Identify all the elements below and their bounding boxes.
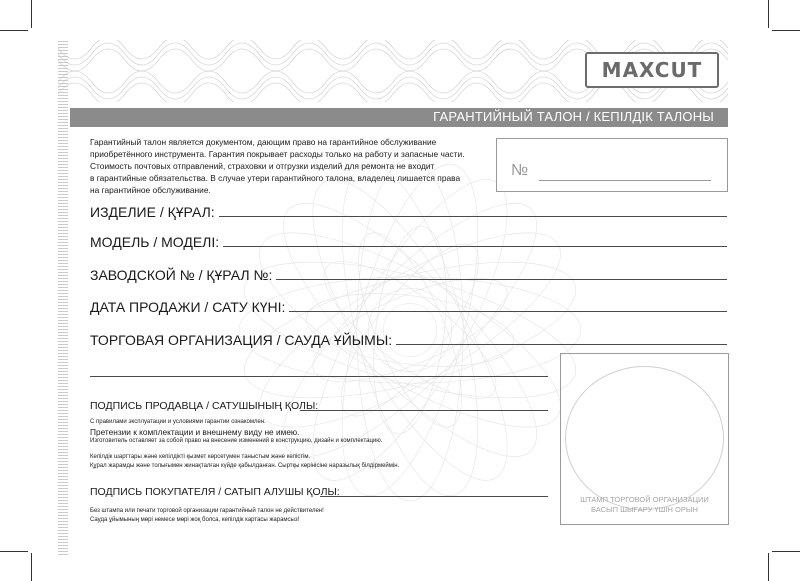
seller-signature-line[interactable] [300,410,548,411]
field-trade-org-line-2[interactable] [90,376,548,377]
crop-mark-bl-v [31,553,32,581]
intro-line: приобретённого инструмента. Гарантия покрывает расходы только на работу и запасные части. [90,149,465,159]
crop-mark-tr-v [768,0,769,28]
intro-paragraph [90,136,485,196]
crop-mark-br-v [768,553,769,581]
note-kz-1: Кепілдік шарттары және кепілдікті қызмет көрсетумен таныстым және келістім. [90,454,311,460]
crop-mark-bl-h [0,551,28,552]
number-box [496,138,728,192]
field-sale-date [90,299,727,315]
field-model-line[interactable] [223,246,727,247]
stamp-circle [565,366,724,510]
field-serial-line[interactable] [276,279,727,280]
intro-line: на гарантийное обслуживание. [90,185,211,195]
field-sale-date-label: ДАТА ПРОДАЖИ / САТУ КҮНІ: [90,299,286,315]
stamp-caption-ru: ШТАМП ТОРГОВОЙ ОРГАНИЗАЦИИ [580,495,709,504]
field-serial [90,267,727,283]
buyer-signature-label: ПОДПИСЬ ПОКУПАТЕЛЯ / САТЫП АЛУШЫ ҚОЛЫ: [90,486,340,498]
field-trade-org [90,332,727,348]
security-strip [58,40,68,555]
field-product [90,204,727,220]
stamp-caption-kz: БАСЫП ШЫҒАРУ ҮШІН ОРЫН [591,505,698,514]
intro-line: в гарантийные обязательства. В случае утери гарантийного талона, владелец лишается права [90,173,461,183]
field-model [90,234,727,250]
note-acknowledgement: С правилами эксплуатации и условиями гарантии ознакомлен. [90,419,266,425]
field-model-label: МОДЕЛЬ / МОДЕЛІ: [90,234,220,250]
header-bar [70,108,728,127]
document-title: ГАРАНТИЙНЫЙ ТАЛОН / КЕПІЛДІК ТАЛОНЫ [433,109,714,124]
crop-mark-tl-h [0,30,28,31]
footer-warning-kz: Сауда ұйымының мөрі немесе мөрі жоқ болса, кепілдік картасы жарамсыз! [90,517,300,523]
crop-mark-tr-h [772,30,800,31]
stamp-box [560,353,729,525]
buyer-signature-line[interactable] [320,496,548,497]
footer-warning-ru: Без штампа или печати торговой организации гарантийный талон не действителен! [90,508,324,514]
intro-line: Гарантийный талон является документом, дающим право на гарантийное обслуживание [90,137,437,147]
field-product-label: ИЗДЕЛИЕ / ҚҰРАЛ: [90,204,215,220]
note-rights: Изготовитель оставляет за собой право на внесение изменений в конструкцию, дизайн и комплектацию. [90,438,383,444]
logo-text: MAXCUT [601,58,703,82]
field-sale-date-line[interactable] [289,311,727,312]
intro-line: Стоимость почтовых отправлений, страховки и отгрузки изделий для ремонта не входит [90,161,435,171]
note-claims: Претензии к комплектации и внешнему виду не имею. [90,427,300,437]
seller-signature-label: ПОДПИСЬ ПРОДАВЦА / САТУШЫНЫҢ ҚОЛЫ: [90,400,319,412]
crop-mark-br-h [772,551,800,552]
brand-logo [585,52,719,88]
number-field[interactable] [539,180,711,181]
crop-mark-tl-v [31,0,32,28]
field-trade-org-label: ТОРГОВАЯ ОРГАНИЗАЦИЯ / САУДА ҰЙЫМЫ: [90,332,393,348]
number-sign: № [511,162,529,179]
field-serial-label: ЗАВОДСКОЙ № / ҚҰРАЛ №: [90,267,273,283]
note-kz-2: Құрал жарамды және толығымен жинақталған күйде қабылданған. Сыртқы көрінісіне наразылық білдірмеймін. [90,463,400,469]
field-trade-org-line[interactable] [396,344,727,345]
field-product-line[interactable] [219,216,727,217]
